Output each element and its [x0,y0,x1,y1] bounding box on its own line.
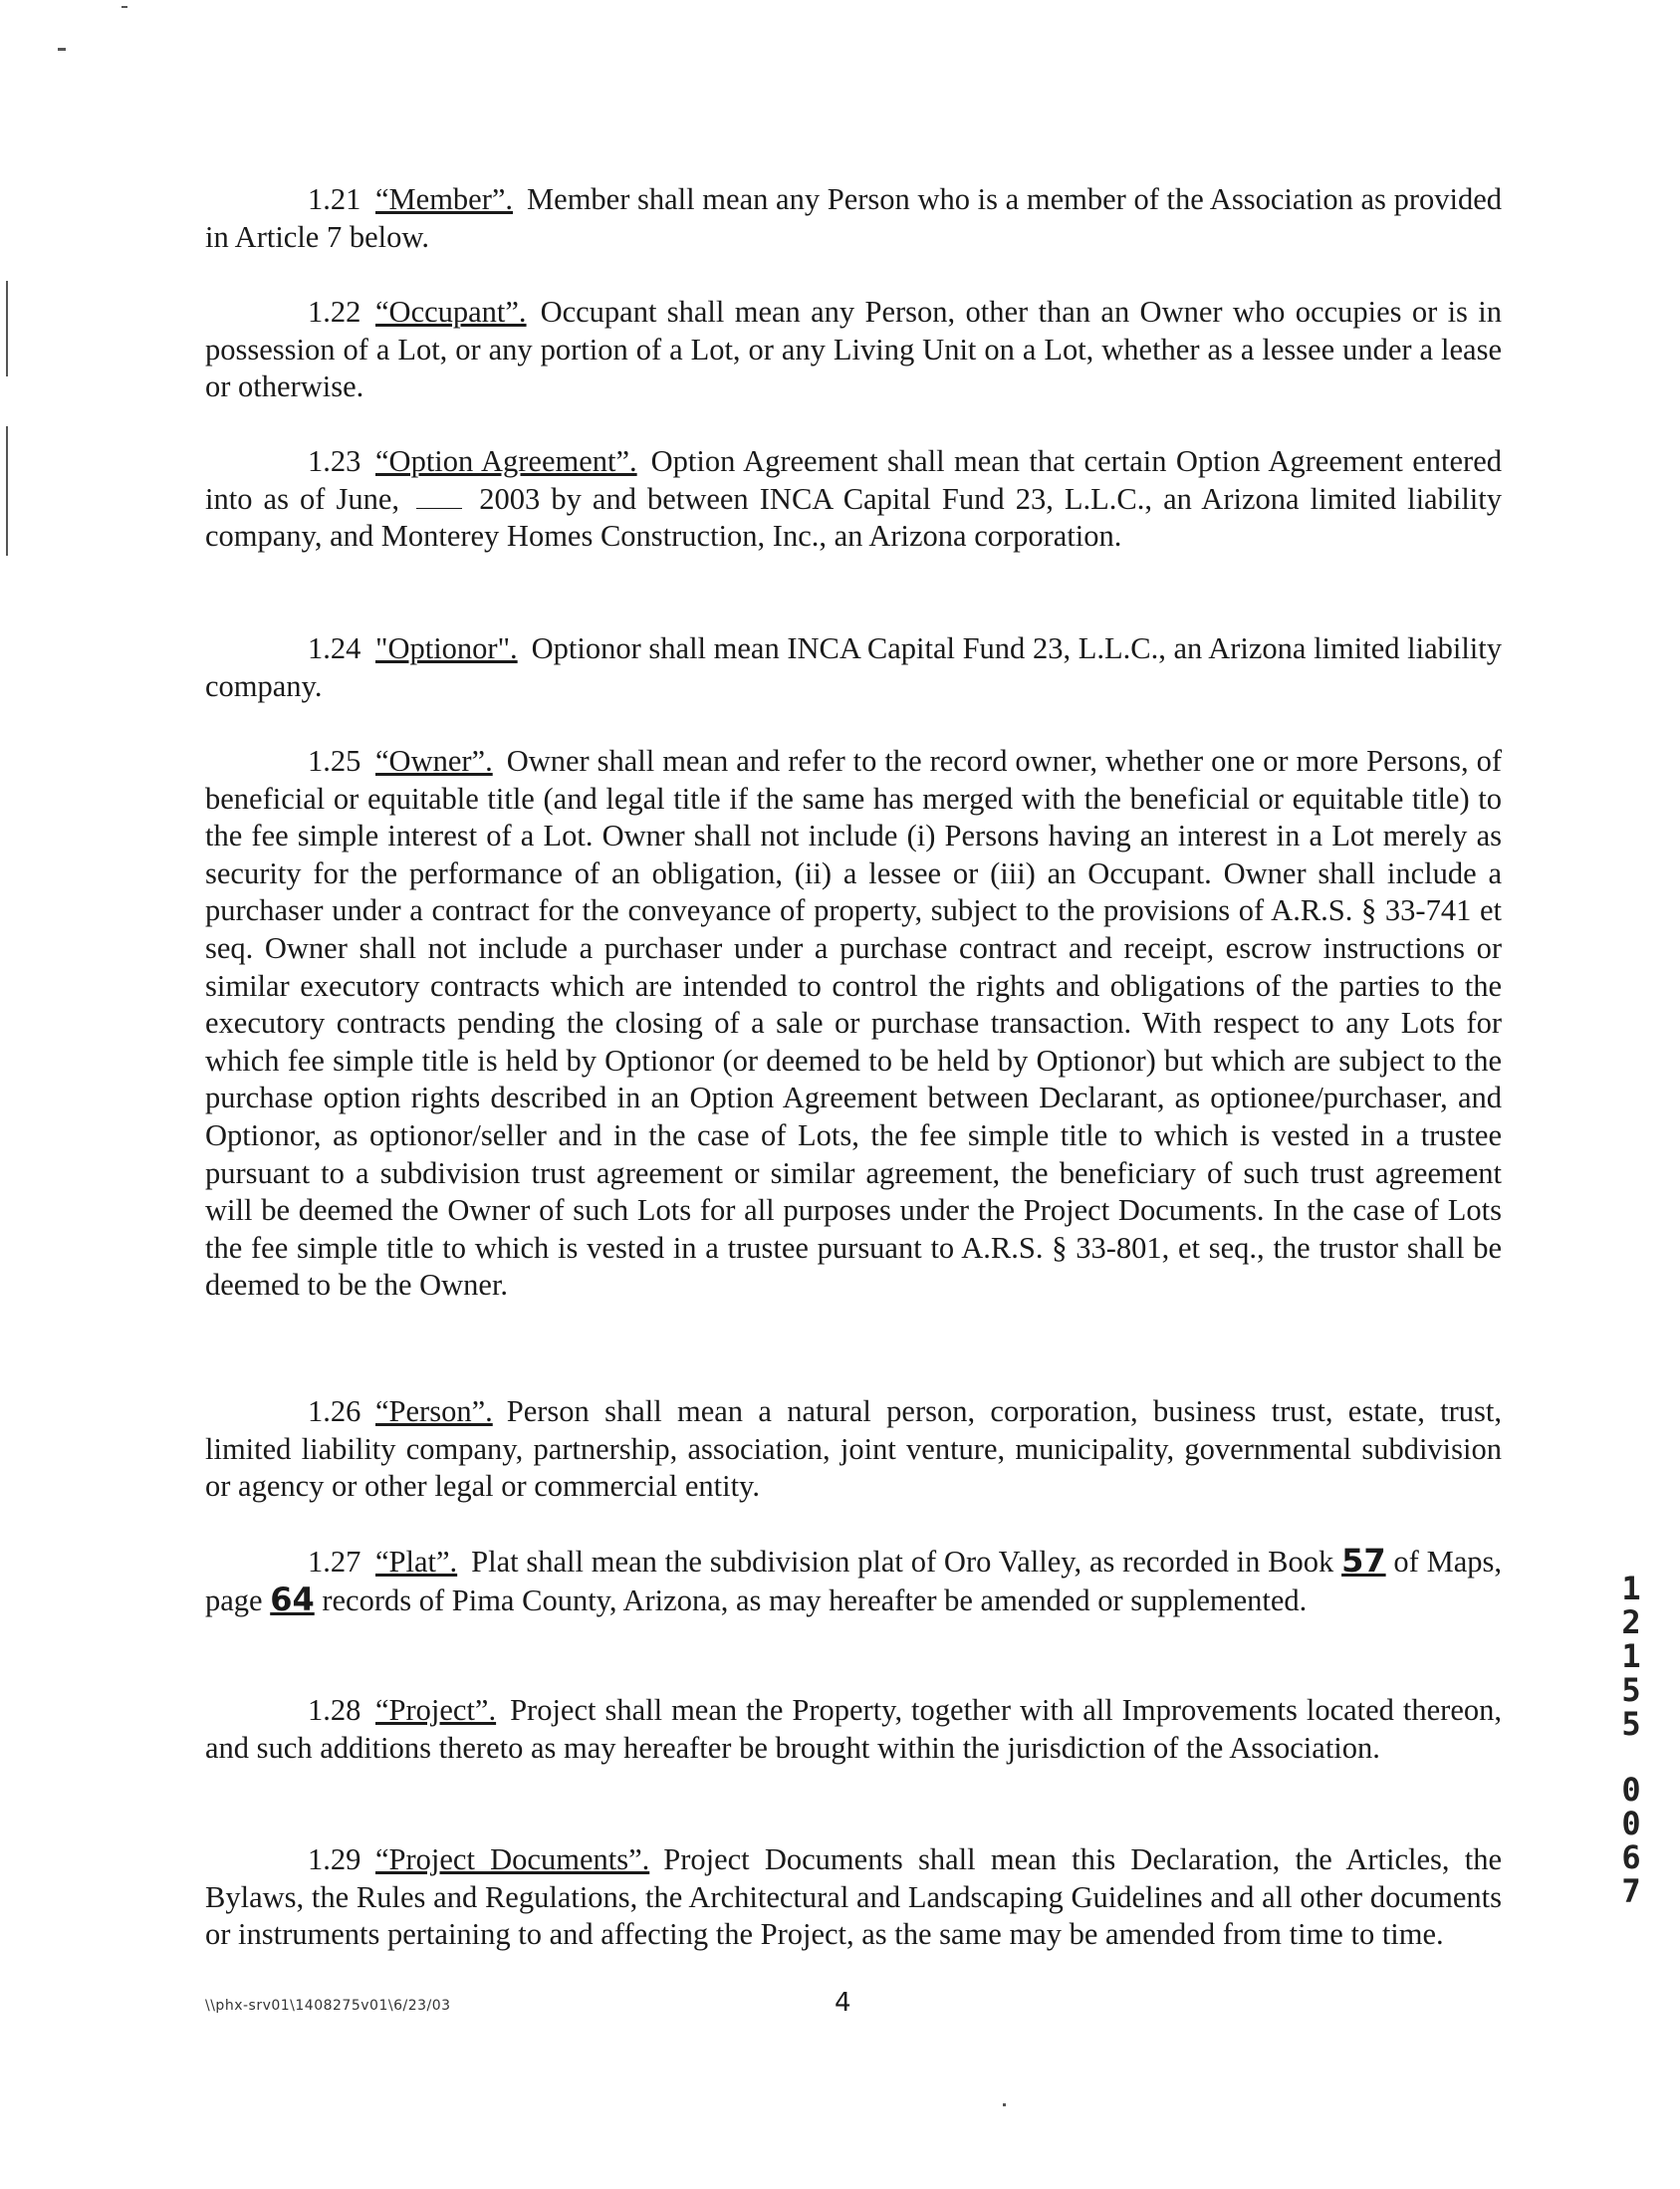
defined-term: "Optionor". [375,631,518,665]
definition-text: of Maps, page [205,1545,1503,1617]
definition-text: records of Pima County, Arizona, as may hereafter be amended or supplemented. [322,1582,1308,1617]
handwritten-book-number: 57 [1341,1542,1386,1580]
stamp-digit: 2 [1621,1603,1641,1641]
definition-text: Plat shall mean the subdivision plat of Oro Valley, as recorded in Book [471,1545,1334,1579]
paragraph-1-22 [205,294,1502,406]
defined-term: “Occupant”. [375,295,527,329]
footer-file-path: \\phx-srv01\1408275v01\6/23/03 [205,1998,451,2014]
corner-mark [58,48,66,51]
section-number: 1.23 [308,444,361,478]
definition-text: Optionor shall mean INCA Capital Fund 23, L.L.C., an Arizona limited liability company. [205,631,1502,703]
definition-text: Project Documents shall mean this Declaration, the Articles, the Bylaws, the Rules and Regulations, the Architectural and Landscaping Guidelines and all other documents or instruments pertaining to and affecting the Project, as the same may be amended from time to time. [205,1842,1502,1952]
stamp-digit: 1 [1621,1637,1641,1675]
paragraph-1-29 [205,1841,1502,1954]
stamp-digit: 6 [1621,1838,1641,1876]
definition-text: Owner shall mean and refer to the record owner, whether one or more Persons, of beneficial or equitable title (and legal title if the same has merged with the beneficial or equitable title) to the fee simple interest of a Lot. Owner shall not include (i) Persons having an interest in a Lot merely as security for the performance of an obligation, (ii) a lessee or (iii) an Occupant. Owner shall include a purchaser under a contract for the conveyance of property, subject to the provisions of A.R.S. § 33-741 et seq. Owner shall not include a purchaser under a purchase contract and receipt, escrow instructions or similar executory contracts which are intended to control the rights and obligations of the parties to the executory contracts pending the closing of a sale or purchase transaction. With respect to any Lots for which fee simple title is held by Optionor (or deemed to be held by Optionor) but which are subject to the purchase option rights described in an Option Agreement between Declarant, as optionee/purchaser, and Optionor, as optionor/seller and in the case of Lots, the fee simple title to which is vested in a trustee pursuant to a subdivision trust agreement or similar agreement, the beneficiary of such trust agreement will be deemed the Owner of such Lots for all purposes under the Project Documents. In the case of Lots the fee simple title to which is vested in a trustee pursuant to A.R.S. § 33-801, et seq., the trustor shall be deemed to be the Owner. [205,744,1502,1303]
paragraph-1-27 [205,1543,1502,1619]
section-number: 1.28 [308,1693,361,1727]
definition-text: Option Agreement shall mean that certain Option Agreement entered into as of June, [205,444,1502,516]
section-number: 1.25 [308,744,361,778]
definition-text: Member shall mean any Person who is a member of the Association as provided in Article 7 below. [205,182,1502,254]
corner-mark [121,6,127,8]
section-number: 1.27 [308,1545,361,1579]
definition-text: 2003 by and between INCA Capital Fund 23, L.L.C., an Arizona limited liability company, and Monterey Homes Construction, Inc., an Arizona corporation. [205,481,1502,554]
stamp-gap [1611,1741,1651,1773]
defined-term: “Member”. [375,182,514,216]
defined-term: “Option Agreement”. [375,444,637,478]
definition-text: Project shall mean the Property, together with all Improvements located thereon, and such additions thereto as may hereafter be brought within the jurisdiction of the Association. [205,1693,1502,1765]
change-bar [6,281,8,376]
recording-stamp [1611,1572,1651,1908]
defined-term: “Owner”. [375,744,493,778]
paragraph-1-26 [205,1393,1502,1506]
stamp-digit: 0 [1621,1805,1641,1842]
section-number: 1.26 [308,1394,361,1428]
defined-term: “Plat”. [375,1545,458,1579]
date-blank [416,486,462,509]
defined-term: “Project”. [375,1693,497,1727]
paragraph-1-25 [205,743,1502,1305]
stamp-digit: 0 [1621,1771,1641,1809]
section-number: 1.24 [308,631,361,665]
handwritten-page-number: 64 [270,1580,315,1618]
paragraph-1-24 [205,630,1502,705]
stamp-digit: 5 [1621,1705,1641,1743]
paragraph-1-28 [205,1692,1502,1767]
defined-term: “Project Documents”. [375,1842,650,1876]
scan-speck [1003,2103,1006,2106]
paragraph-1-21 [205,181,1502,256]
change-bar [6,492,8,556]
stamp-digit: 1 [1621,1570,1641,1607]
section-number: 1.21 [308,182,361,216]
paragraph-1-23 [205,443,1502,556]
stamp-digit: 5 [1621,1671,1641,1709]
definition-text: Person shall mean a natural person, corporation, business trust, estate, trust, limited liability company, partnership, association, joint venture, municipality, governmental subdivision or agency or other legal or commercial entity. [205,1394,1502,1504]
stamp-digit: 7 [1621,1872,1641,1910]
page-number: 4 [835,1988,851,2018]
definition-text: Occupant shall mean any Person, other than an Owner who occupies or is in possession of a Lot, or any portion of a Lot, or any Living Unit on a Lot, whether as a lessee under a lease or otherwise. [205,295,1502,404]
section-number: 1.22 [308,295,361,329]
defined-term: “Person”. [375,1394,493,1428]
section-number: 1.29 [308,1842,361,1876]
